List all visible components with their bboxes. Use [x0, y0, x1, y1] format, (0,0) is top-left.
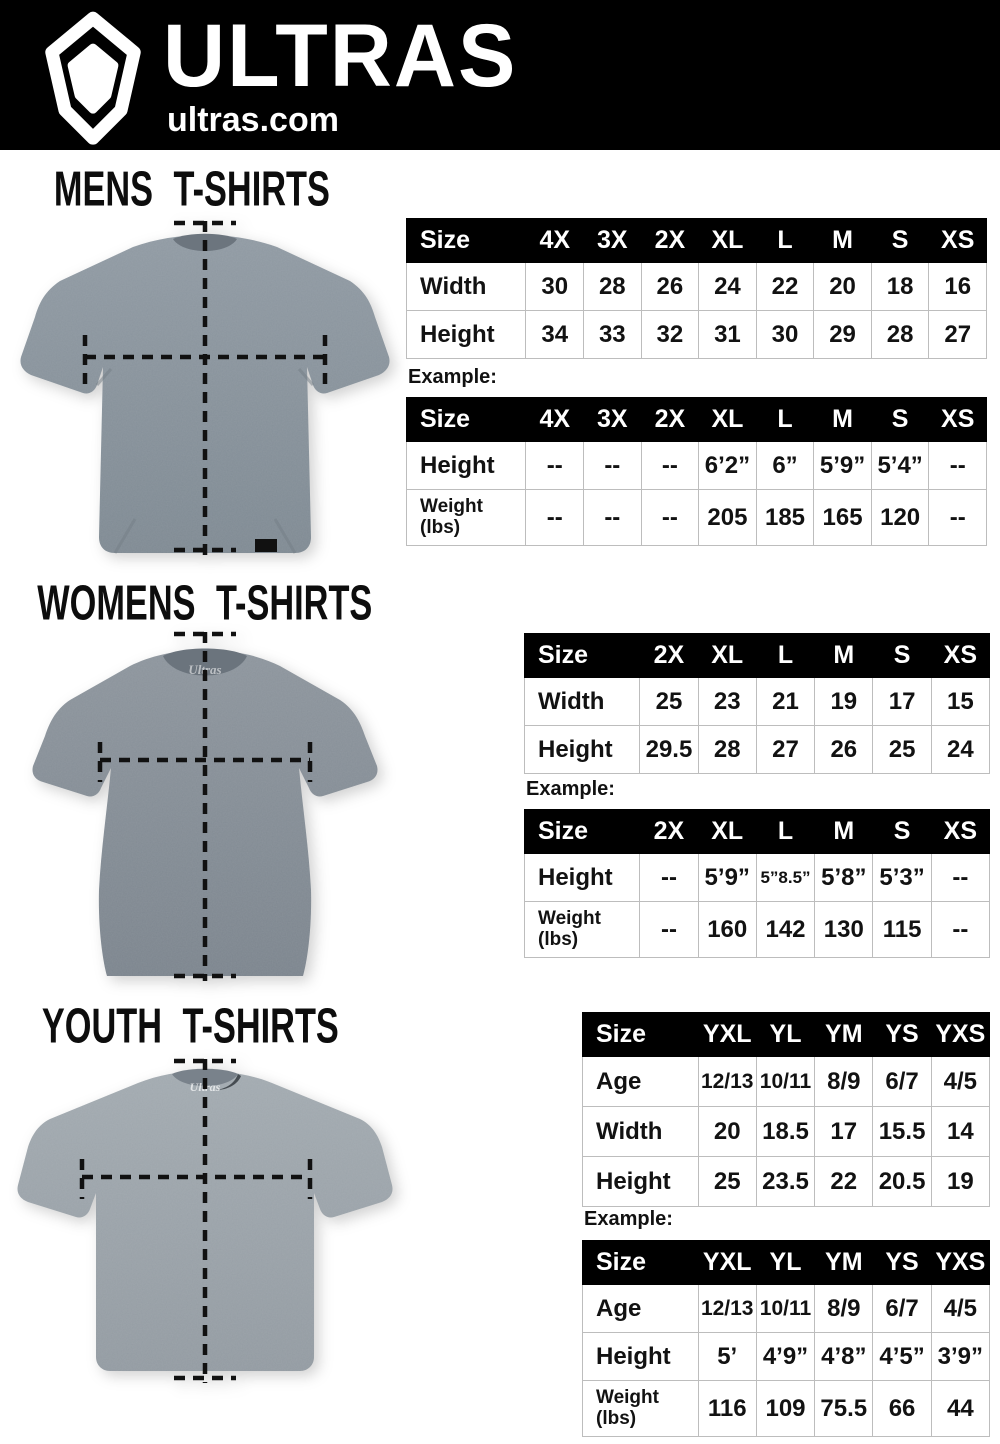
- size-value: 6/7: [873, 1285, 931, 1333]
- size-value: 4’5”: [873, 1333, 931, 1381]
- size-option-header: YL: [756, 1241, 814, 1285]
- mens-tshirt-image: [15, 219, 395, 564]
- size-value: 205: [699, 490, 757, 546]
- size-value: 10/11: [756, 1285, 814, 1333]
- size-option-header: YM: [815, 1241, 873, 1285]
- size-value: 5’3”: [873, 854, 931, 902]
- size-value: 6/7: [873, 1057, 931, 1107]
- youth-tshirt-image: [10, 1057, 400, 1387]
- row-label: Height: [583, 1333, 699, 1381]
- size-value: 5’9”: [698, 854, 756, 902]
- size-option-header: XL: [698, 634, 756, 678]
- size-value: 20: [698, 1107, 756, 1157]
- size-value: 34: [526, 311, 584, 359]
- size-value: 24: [699, 263, 757, 311]
- size-column-label: Size: [525, 634, 640, 678]
- size-column-label: Size: [525, 810, 640, 854]
- size-value: --: [641, 490, 699, 546]
- size-value: 23: [698, 678, 756, 726]
- size-option-header: YXL: [698, 1013, 756, 1057]
- size-option-header: M: [814, 398, 872, 442]
- size-value: 12/13: [698, 1057, 756, 1107]
- size-value: 4’8”: [815, 1333, 873, 1381]
- size-option-header: YXS: [931, 1013, 989, 1057]
- size-value: 28: [871, 311, 929, 359]
- size-value: 19: [931, 1157, 989, 1207]
- size-option-header: XL: [699, 398, 757, 442]
- size-column-label: Size: [583, 1013, 699, 1057]
- size-value: 5’4”: [871, 442, 929, 490]
- size-option-header: XS: [929, 219, 987, 263]
- size-value: 30: [526, 263, 584, 311]
- row-label: Height: [407, 311, 526, 359]
- size-column-label: Size: [407, 219, 526, 263]
- size-option-header: 3X: [584, 398, 642, 442]
- size-value: 29: [814, 311, 872, 359]
- size-option-header: L: [756, 398, 814, 442]
- size-option-header: 4X: [526, 398, 584, 442]
- table-row: [525, 854, 990, 902]
- size-value: 20: [814, 263, 872, 311]
- size-option-header: L: [756, 219, 814, 263]
- size-option-header: S: [871, 219, 929, 263]
- size-value: 17: [873, 678, 931, 726]
- table-row: [583, 1157, 990, 1207]
- mens-section-title-text: MENS T-SHIRTS: [54, 162, 330, 217]
- size-column-label: Size: [407, 398, 526, 442]
- size-value: 4/5: [931, 1057, 989, 1107]
- size-value: 75.5: [815, 1381, 873, 1437]
- size-option-header: 2X: [640, 634, 698, 678]
- row-label: Height: [583, 1157, 699, 1207]
- table-row: [583, 1107, 990, 1157]
- row-label: Width: [407, 263, 526, 311]
- size-option-header: XL: [698, 810, 756, 854]
- size-value: 16: [929, 263, 987, 311]
- size-value: 160: [698, 902, 756, 958]
- size-value: 18: [871, 263, 929, 311]
- size-value: 18.5: [756, 1107, 814, 1157]
- size-value: 21: [756, 678, 814, 726]
- row-label: Age: [583, 1285, 699, 1333]
- size-value: 24: [931, 726, 989, 774]
- size-option-header: L: [756, 634, 814, 678]
- size-option-header: M: [814, 219, 872, 263]
- youth-example-table: [582, 1240, 990, 1437]
- size-value: 15.5: [873, 1107, 931, 1157]
- size-option-header: XS: [931, 634, 989, 678]
- size-value: --: [931, 854, 989, 902]
- table-row: [583, 1381, 990, 1437]
- size-option-header: XS: [929, 398, 987, 442]
- size-value: 185: [756, 490, 814, 546]
- womens-example-label: Example:: [526, 778, 615, 800]
- size-value: 10/11: [756, 1057, 814, 1107]
- size-value: 14: [931, 1107, 989, 1157]
- row-label: Age: [583, 1057, 699, 1107]
- size-option-header: XS: [931, 810, 989, 854]
- womens-example-table: [524, 809, 990, 958]
- brand-site: ultras.com: [167, 101, 339, 139]
- size-value: --: [584, 442, 642, 490]
- womens-size-table: [524, 633, 990, 774]
- size-value: 8/9: [815, 1057, 873, 1107]
- size-option-header: S: [873, 810, 931, 854]
- size-value: --: [641, 442, 699, 490]
- size-value: 6’2”: [699, 442, 757, 490]
- size-value: 6”: [756, 442, 814, 490]
- size-option-header: 2X: [641, 398, 699, 442]
- size-option-header: YXS: [931, 1241, 989, 1285]
- mens-section-title: [0, 162, 392, 217]
- size-option-header: 4X: [526, 219, 584, 263]
- hem-tag: [255, 539, 277, 552]
- size-value: 30: [756, 311, 814, 359]
- size-option-header: 2X: [640, 810, 698, 854]
- table-row: [583, 1057, 990, 1107]
- size-option-header: YS: [873, 1013, 931, 1057]
- mens-example-label: Example:: [408, 366, 497, 388]
- size-value: 27: [756, 726, 814, 774]
- pentagon-crest-icon: [26, 6, 160, 146]
- size-option-header: 3X: [584, 219, 642, 263]
- size-value: 28: [698, 726, 756, 774]
- size-value: 20.5: [873, 1157, 931, 1207]
- womens-section-title-text: WOMENS T-SHIRTS: [37, 576, 373, 631]
- womens-section-title: [0, 576, 390, 631]
- size-value: --: [640, 854, 698, 902]
- size-value: --: [929, 490, 987, 546]
- size-value: --: [640, 902, 698, 958]
- size-value: --: [526, 442, 584, 490]
- size-value: 15: [931, 678, 989, 726]
- size-value: 5’8”: [815, 854, 873, 902]
- size-value: 5’: [698, 1333, 756, 1381]
- size-value: 116: [698, 1381, 756, 1437]
- size-value: --: [526, 490, 584, 546]
- table-row: [583, 1333, 990, 1381]
- size-value: 28: [584, 263, 642, 311]
- size-value: 33: [584, 311, 642, 359]
- womens-tshirt-image: [15, 630, 395, 985]
- size-option-header: S: [871, 398, 929, 442]
- row-label: Height: [407, 442, 526, 490]
- row-label: Height: [525, 854, 640, 902]
- size-value: 31: [699, 311, 757, 359]
- table-header-row: [583, 1013, 990, 1057]
- table-row: [407, 263, 987, 311]
- size-value: 23.5: [756, 1157, 814, 1207]
- size-value: 8/9: [815, 1285, 873, 1333]
- brand-name: ULTRAS: [163, 6, 518, 106]
- size-value: 22: [815, 1157, 873, 1207]
- size-value: 4’9”: [756, 1333, 814, 1381]
- table-header-row: [583, 1241, 990, 1285]
- size-value: 25: [640, 678, 698, 726]
- youth-size-table: [582, 1012, 990, 1207]
- size-value: --: [929, 442, 987, 490]
- table-header-row: [525, 810, 990, 854]
- size-value: 120: [871, 490, 929, 546]
- table-header-row: [407, 398, 987, 442]
- size-value: 29.5: [640, 726, 698, 774]
- header-bar: [0, 0, 1000, 150]
- size-option-header: XL: [699, 219, 757, 263]
- size-option-header: M: [815, 634, 873, 678]
- mens-example-table: [406, 397, 987, 546]
- youth-section-title: [0, 999, 390, 1054]
- row-label: Width: [525, 678, 640, 726]
- table-row: [525, 726, 990, 774]
- size-value: 165: [814, 490, 872, 546]
- size-value: 26: [815, 726, 873, 774]
- size-value: 32: [641, 311, 699, 359]
- size-value: --: [584, 490, 642, 546]
- table-row: [407, 490, 987, 546]
- row-label: Height: [525, 726, 640, 774]
- size-value: 3’9”: [931, 1333, 989, 1381]
- row-label: Width: [583, 1107, 699, 1157]
- size-value: 25: [698, 1157, 756, 1207]
- size-value: 25: [873, 726, 931, 774]
- size-option-header: YM: [815, 1013, 873, 1057]
- size-option-header: YL: [756, 1013, 814, 1057]
- size-value: 66: [873, 1381, 931, 1437]
- size-value: 17: [815, 1107, 873, 1157]
- youth-section-title-text: YOUTH T-SHIRTS: [41, 999, 339, 1054]
- table-header-row: [407, 219, 987, 263]
- neck-brand-label: Ultras: [188, 662, 222, 677]
- size-value: 130: [815, 902, 873, 958]
- table-header-row: [525, 634, 990, 678]
- size-option-header: M: [815, 810, 873, 854]
- size-option-header: 2X: [641, 219, 699, 263]
- size-value: 5”8.5”: [756, 854, 814, 902]
- size-value: 5’9”: [814, 442, 872, 490]
- table-row: [583, 1285, 990, 1333]
- size-value: 142: [756, 902, 814, 958]
- row-label: Weight (lbs): [525, 902, 640, 958]
- size-option-header: YXL: [698, 1241, 756, 1285]
- size-value: 4/5: [931, 1285, 989, 1333]
- size-value: --: [931, 902, 989, 958]
- table-row: [407, 442, 987, 490]
- mens-size-table: [406, 218, 987, 359]
- size-option-header: YS: [873, 1241, 931, 1285]
- size-value: 22: [756, 263, 814, 311]
- table-row: [525, 902, 990, 958]
- row-label: Weight (lbs): [407, 490, 526, 546]
- size-value: 12/13: [698, 1285, 756, 1333]
- size-option-header: S: [873, 634, 931, 678]
- size-value: 19: [815, 678, 873, 726]
- size-value: 109: [756, 1381, 814, 1437]
- size-value: 44: [931, 1381, 989, 1437]
- size-option-header: L: [756, 810, 814, 854]
- size-column-label: Size: [583, 1241, 699, 1285]
- table-row: [407, 311, 987, 359]
- size-value: 27: [929, 311, 987, 359]
- size-value: 26: [641, 263, 699, 311]
- neck-brand-label: Ultras: [189, 1080, 221, 1094]
- row-label: Weight (lbs): [583, 1381, 699, 1437]
- table-row: [525, 678, 990, 726]
- youth-example-label: Example:: [584, 1208, 673, 1230]
- size-value: 115: [873, 902, 931, 958]
